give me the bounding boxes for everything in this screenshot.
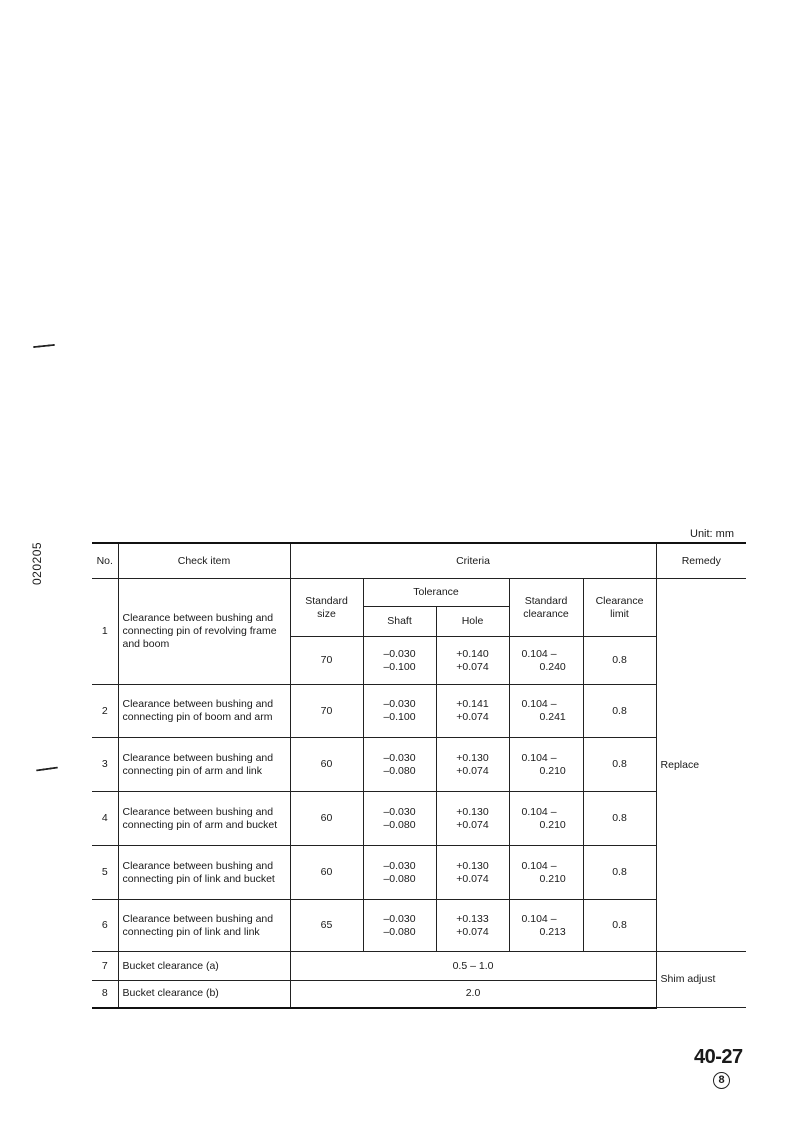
- row-number: 6: [92, 900, 118, 952]
- shaft-tolerance: –0.030 –0.080: [363, 792, 436, 846]
- row-number: 8: [92, 981, 118, 1008]
- margin-mark: [33, 344, 55, 348]
- header-tolerance: Tolerance: [363, 579, 509, 607]
- header-shaft: Shaft: [363, 607, 436, 637]
- row-number: 4: [92, 792, 118, 846]
- hole-tolerance: +0.140 +0.074: [436, 637, 509, 685]
- shaft-tolerance: –0.030 –0.100: [363, 637, 436, 685]
- check-item: Clearance between bushing and connecting pin of arm and link: [118, 738, 290, 792]
- row-number: 7: [92, 952, 118, 981]
- standard-size: 70: [290, 637, 363, 685]
- standard-clearance: 0.104 – 0.213: [509, 900, 583, 952]
- header-standard-clearance: Standard clearance: [509, 579, 583, 637]
- header-remedy: Remedy: [656, 543, 746, 579]
- header-hole: Hole: [436, 607, 509, 637]
- standard-clearance: 0.104 – 0.240: [509, 637, 583, 685]
- check-item: Clearance between bushing and connecting pin of link and bucket: [118, 846, 290, 900]
- standard-size: 60: [290, 846, 363, 900]
- standard-clearance: 0.104 – 0.210: [509, 792, 583, 846]
- criteria-value: 0.5 – 1.0: [290, 952, 656, 981]
- unit-label: Unit: mm: [690, 528, 734, 540]
- standard-size: 65: [290, 900, 363, 952]
- row-number: 1: [92, 579, 118, 685]
- clearance-limit: 0.8: [583, 685, 656, 738]
- document-code: 020205: [30, 541, 44, 585]
- check-item: Clearance between bushing and connecting pin of arm and bucket: [118, 792, 290, 846]
- header-no: No.: [92, 543, 118, 579]
- table-row: [92, 900, 746, 952]
- check-item: Clearance between bushing and connecting pin of boom and arm: [118, 685, 290, 738]
- standard-clearance: 0.104 – 0.210: [509, 738, 583, 792]
- shaft-tolerance: –0.030 –0.080: [363, 900, 436, 952]
- header-clearance-limit: Clearance limit: [583, 579, 656, 637]
- table-row: [92, 685, 746, 738]
- standard-clearance: 0.104 – 0.241: [509, 685, 583, 738]
- remedy-replace: Replace: [656, 579, 746, 952]
- shaft-tolerance: –0.030 –0.080: [363, 738, 436, 792]
- header-criteria: Criteria: [290, 543, 656, 579]
- standard-size: 70: [290, 685, 363, 738]
- standard-size: 60: [290, 792, 363, 846]
- hole-tolerance: +0.141 +0.074: [436, 685, 509, 738]
- header-standard-size: Standard size: [290, 579, 363, 637]
- hole-tolerance: +0.133 +0.074: [436, 900, 509, 952]
- revision-mark: 8: [713, 1072, 730, 1089]
- remedy-shim-adjust: Shim adjust: [656, 952, 746, 1008]
- clearance-limit: 0.8: [583, 846, 656, 900]
- row-number: 5: [92, 846, 118, 900]
- shaft-tolerance: –0.030 –0.080: [363, 846, 436, 900]
- table-row: [92, 981, 746, 1008]
- table-row: [92, 792, 746, 846]
- margin-mark: [36, 766, 58, 771]
- page-number: 40-27: [694, 1046, 743, 1068]
- shaft-tolerance: –0.030 –0.100: [363, 685, 436, 738]
- table-row: [92, 952, 746, 981]
- row-number: 2: [92, 685, 118, 738]
- check-item: Clearance between bushing and connecting pin of revolving frame and boom: [118, 579, 290, 685]
- clearance-limit: 0.8: [583, 792, 656, 846]
- check-item: Bucket clearance (a): [118, 952, 290, 981]
- header-check-item: Check item: [118, 543, 290, 579]
- hole-tolerance: +0.130 +0.074: [436, 792, 509, 846]
- table-header-row: [92, 543, 746, 579]
- standard-size: 60: [290, 738, 363, 792]
- check-item: Bucket clearance (b): [118, 981, 290, 1008]
- criteria-value: 2.0: [290, 981, 656, 1008]
- clearance-limit: 0.8: [583, 900, 656, 952]
- table-row: [92, 738, 746, 792]
- hole-tolerance: +0.130 +0.074: [436, 846, 509, 900]
- table-row: [92, 579, 746, 607]
- standard-clearance: 0.104 – 0.210: [509, 846, 583, 900]
- table-row: [92, 846, 746, 900]
- clearance-limit: 0.8: [583, 738, 656, 792]
- row-number: 3: [92, 738, 118, 792]
- clearance-limit: 0.8: [583, 637, 656, 685]
- check-item: Clearance between bushing and connecting pin of link and link: [118, 900, 290, 952]
- hole-tolerance: +0.130 +0.074: [436, 738, 509, 792]
- maintenance-standard-table: [92, 542, 746, 1009]
